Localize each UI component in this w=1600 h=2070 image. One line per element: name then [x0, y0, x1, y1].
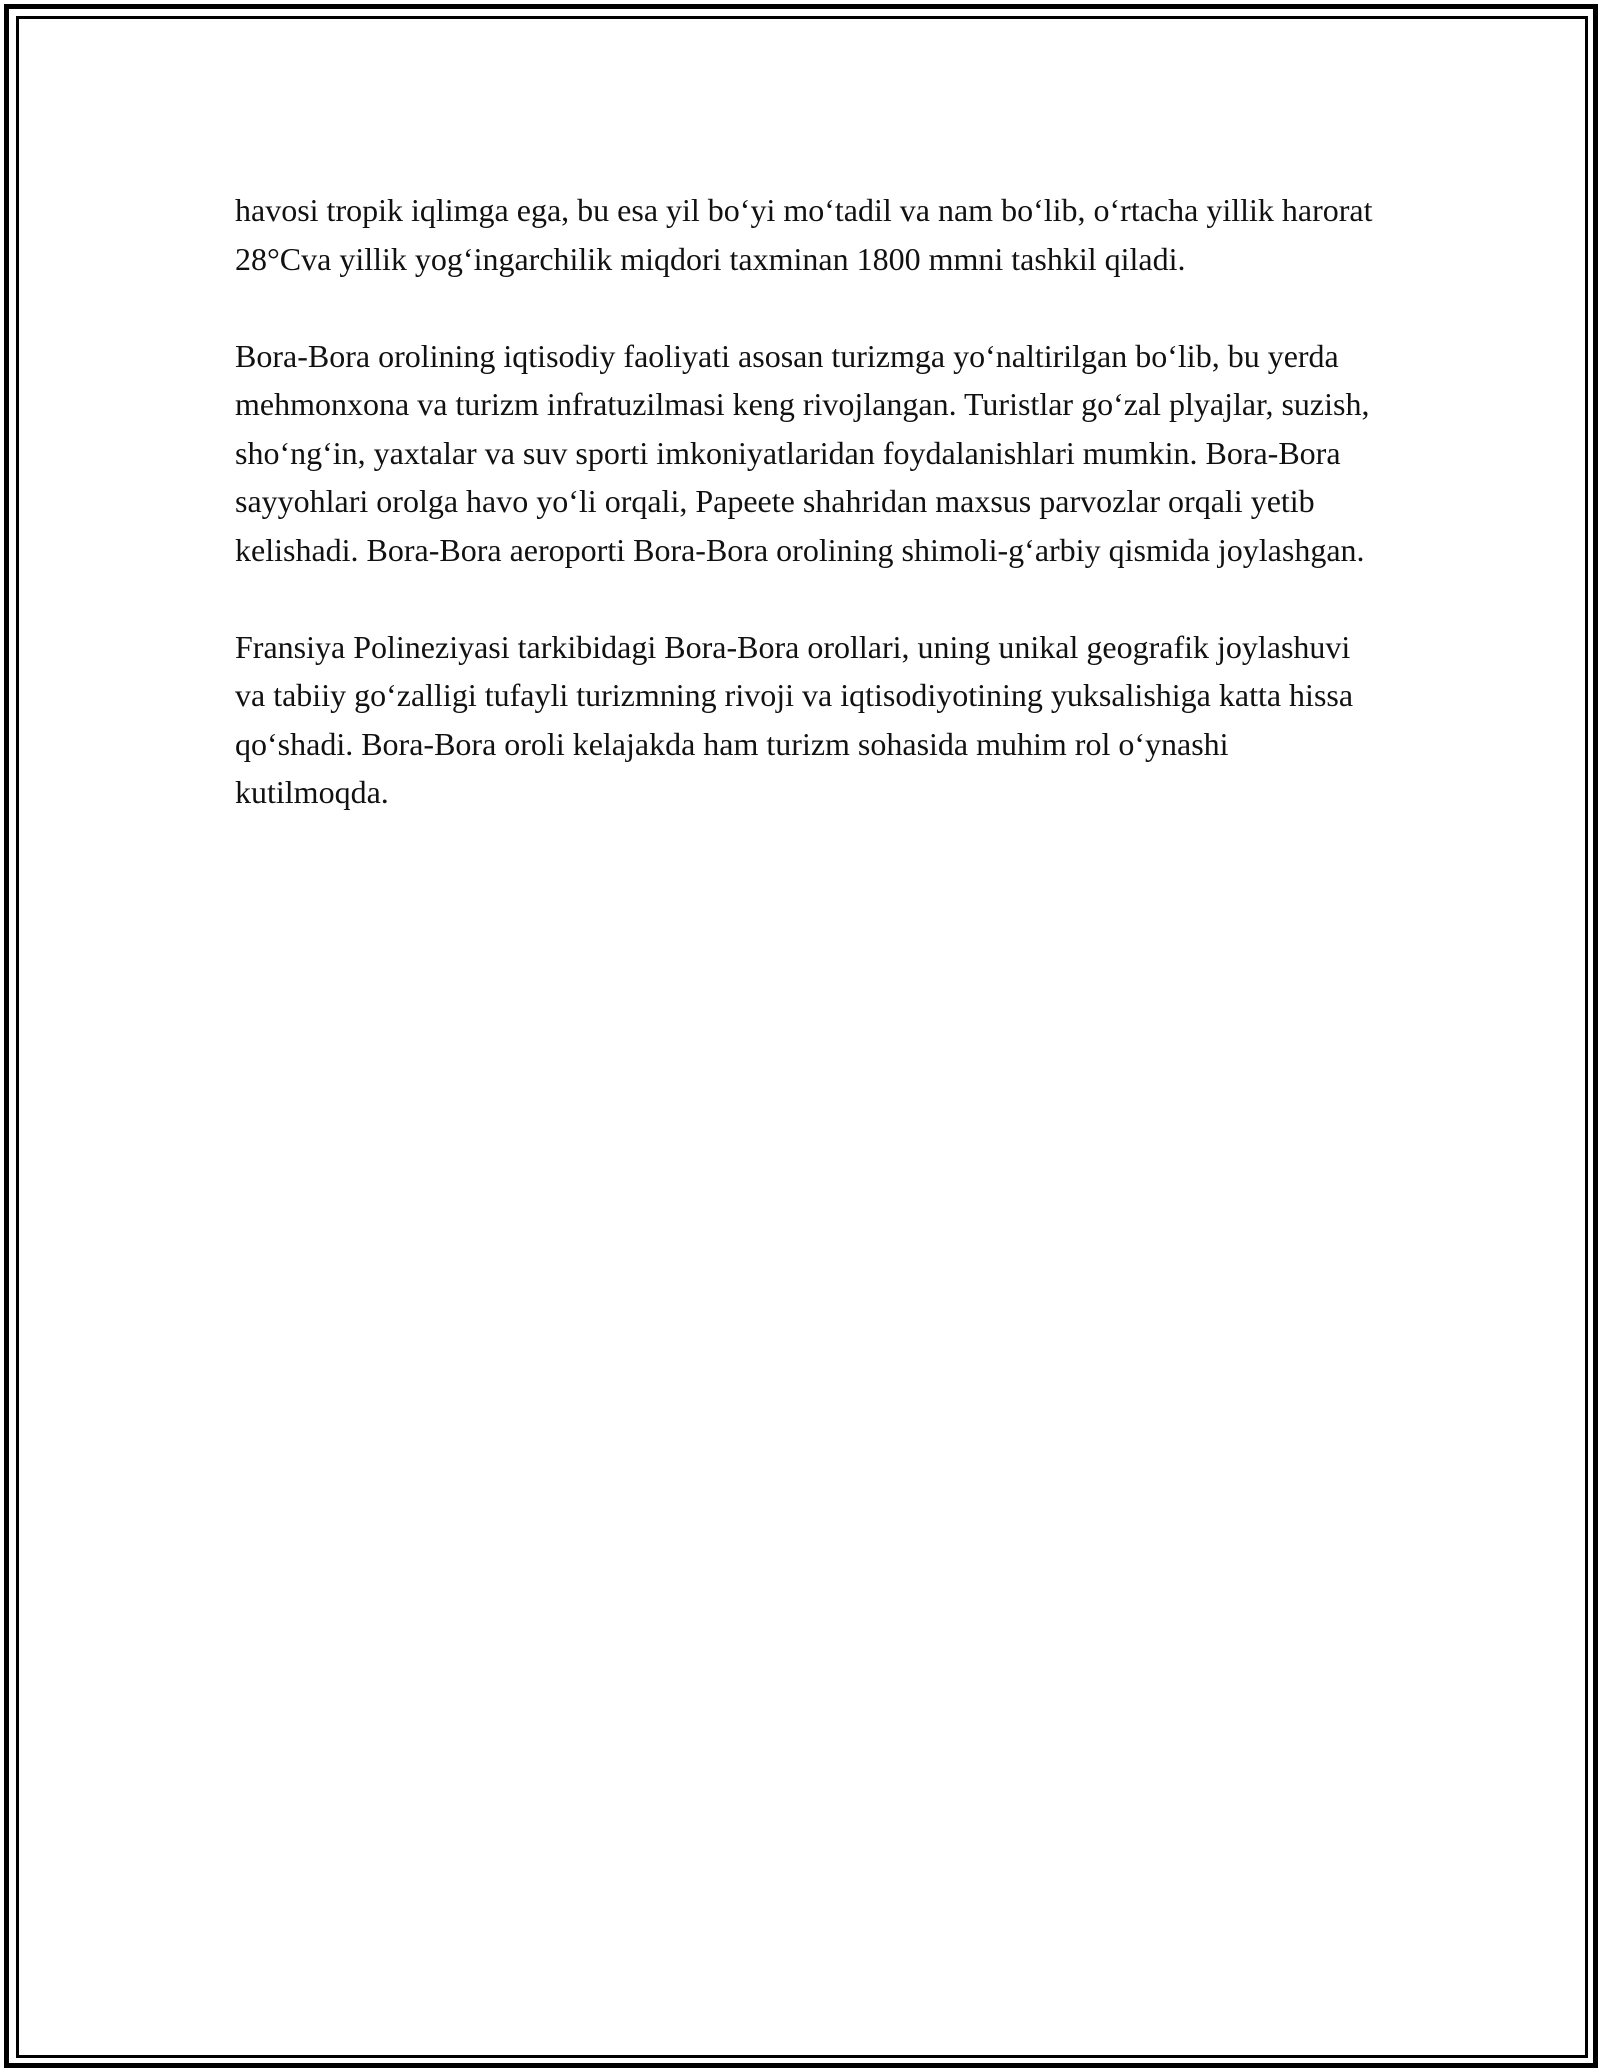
document-body: [235, 186, 1385, 865]
paragraph-economy: Bora-Bora orolining iqtisodiy faoliyati asosan turizmga yo‘naltirilgan bo‘lib, bu yerda mehmonxona va turizm infratuzilmasi keng rivojlangan. Turistlar go‘zal plyajlar, suzish, sho‘ng‘in, yaxtalar va suv sporti imkoniyatlaridan foydalanishlari mumkin. Bora-Bora sayyohlari orolga havo yo‘li orqali, Papeete shahridan maxsus parvozlar orqali yetib kelishadi. Bora-Bora aeroporti Bora-Bora orolining shimoli-g‘arbiy qismida joylashgan.: [235, 337, 1370, 568]
paragraph-conclusion: Fransiya Polineziyasi tarkibidagi Bora-Bora orollari, uning unikal geografik joylashuvi va tabiiy go‘zalligi tufayli turizmning rivoji va iqtisodiyotining yuksalishiga katta hissa qo‘shadi. Bora-Bora oroli kelajakda ham turizm sohasida muhim rol o‘ynashi kutilmoqda.: [235, 628, 1354, 810]
paragraph-climate: havosi tropik iqlimga ega, bu esa yil bo‘yi mo‘tadil va nam bo‘lib, o‘rtacha yillik harorat 28°Cva yillik yog‘ingarchilik miqdori taxminan 1800 mmni tashkil qiladi.: [235, 192, 1373, 277]
